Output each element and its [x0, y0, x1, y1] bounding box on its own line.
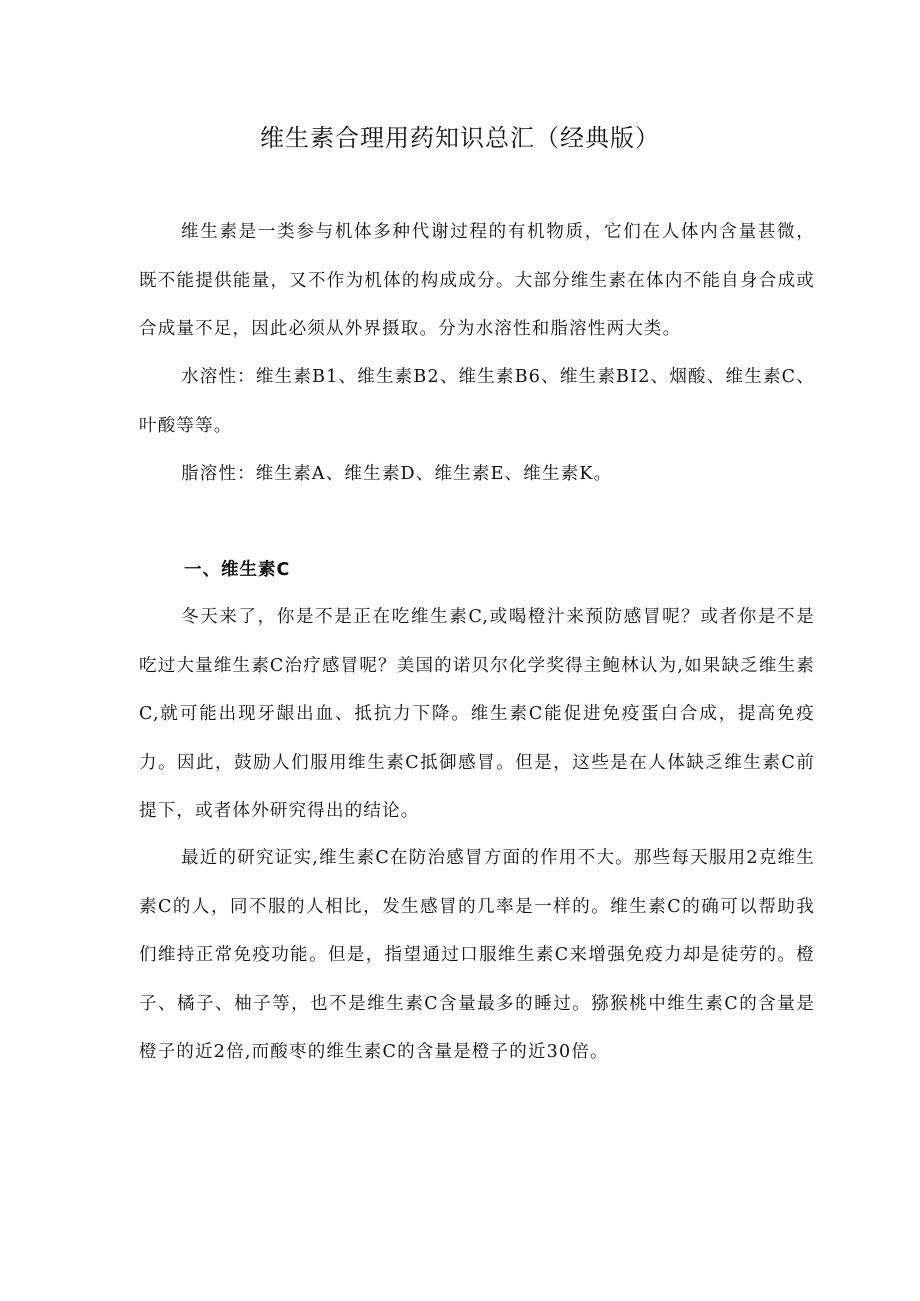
intro-paragraph: 维生素是一类参与机体多种代谢过程的有机物质，它们在人体内含量甚微，既不能提供能量，又不作为机体的构成成分。大部分维生素在体内不能自身合成或合成量不足，因此必须从外界摄取。分为水溶性和脂溶性两大类。 [139, 222, 815, 339]
section-heading-vitamin-c: 一、维生素C [184, 560, 291, 580]
vitamin-c-paragraph-1: 冬天来了，你是不是正在吃维生素C,或喝橙汁来预防感冒呢？或者你是不是吃过大量维生素C治疗感冒呢？美国的诺贝尔化学奖得主鲍林认为,如果缺乏维生素C,就可能出现牙龈出血、抵抗力下降。维生素C能促进免疫蛋白合成，提高免疫力。因此，鼓励人们服用维生素C抵御感冒。但是，这些是在人体缺乏维生素C前提下，或者体外研究得出的结论。 [139, 607, 815, 821]
fat-soluble-paragraph: 脂溶性：维生素A、维生素D、维生素E、维生素K。 [181, 464, 613, 484]
water-soluble-paragraph: 水溶性：维生素B1、维生素B2、维生素B6、维生素BI2、烟酸、维生素C、叶酸等等。 [139, 367, 815, 436]
document-title: 维生素合理用药知识总汇（经典版） [260, 124, 660, 152]
vitamin-c-paragraph-2: 最近的研究证实,维生素C在防治感冒方面的作用不大。那些每天服用2克维生素C的人，同不服的人相比，发生感冒的几率是一样的。维生素C的确可以帮助我们维持正常免疫功能。但是，指望通过口服维生素C来增强免疫力却是徒劳的。橙子、橘子、柚子等，也不是维生素C含量最多的睡过。猕猴桃中维生素C的含量是橙子的近2倍,而酸枣的维生素C的含量是橙子的近30倍。 [139, 848, 815, 1062]
